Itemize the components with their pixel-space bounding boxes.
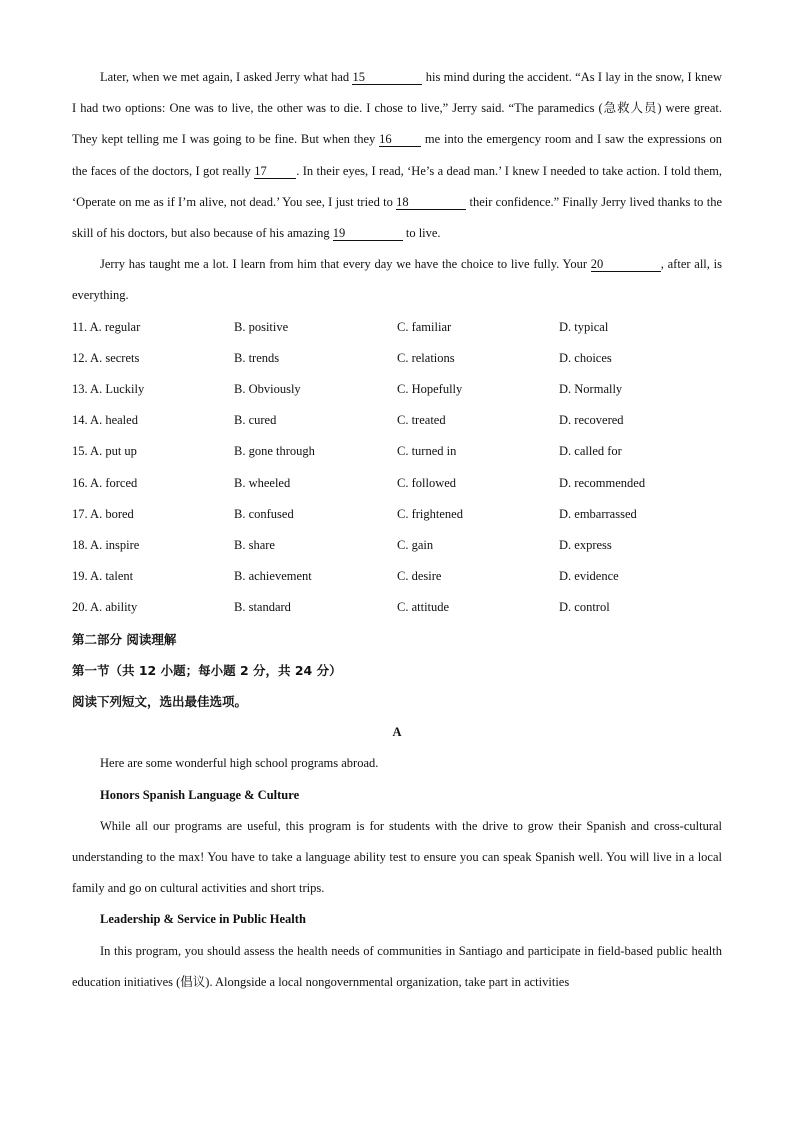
option-c: C. Hopefully (397, 382, 463, 396)
option-b: B. confused (234, 506, 294, 521)
passage-text: his mind during the accident. “As I lay in the snow, I knew I had two options: One was to live, the other was to die. I chose to live,” Jerry said. “The paramedics (急救人员) were great. They kept telling me I was going to be fine. But when they (72, 70, 722, 147)
option-d: D. typical (559, 319, 609, 334)
option-a: 14. A. healed (72, 413, 138, 428)
blank-16: 16 (379, 132, 421, 147)
option-d: D. recommended (559, 475, 646, 490)
blank-20: 20 (591, 257, 661, 272)
passage-text: to live. (402, 226, 441, 241)
option-d: D. express (559, 537, 612, 552)
passage-text: . In their eyes, I read, ‘He’s a dead man.’ I knew I needed to take action. I told them, ‘Operate on me as if I’m alive, not dead.’ You see, I just tried to (72, 163, 722, 209)
option-a: 11. A. regular (72, 319, 141, 334)
option-a: 17. A. bored (72, 506, 134, 521)
blank-15: 15 (352, 70, 422, 85)
option-d: D. recovered (559, 413, 624, 428)
option-c: C. frightened (397, 506, 463, 521)
program-description: In this program, you should assess the health needs of communities in Santiago and participate in field-based public health education initiatives (倡议). Alongside a local nongovernmental organization, take part in activities (72, 943, 722, 989)
options-row-20 (72, 592, 722, 623)
program-description: While all our programs are useful, this program is for students with the drive to grow their Spanish and cross-cultural understanding to the max! You have to take a language ability test to ensure you can speak Spanish well. You will live in a local family and go on cultural activities and short trips. (72, 818, 722, 896)
option-b: B. cured (234, 413, 277, 428)
passage-text: Later, when we met again, I asked Jerry what had (100, 70, 353, 84)
program-title: Honors Spanish Language & Culture (100, 787, 300, 802)
option-a: 15. A. put up (72, 444, 137, 459)
document-page (72, 62, 722, 998)
option-a: 18. A. inspire (72, 537, 140, 552)
options-row-19 (72, 561, 722, 592)
option-b: B. positive (234, 319, 289, 334)
options-row-14 (72, 405, 722, 436)
section-part-heading: 第二部分 阅读理解 (72, 631, 177, 647)
options-row-13 (72, 374, 722, 405)
options-row-18 (72, 530, 722, 561)
option-d: D. control (559, 600, 610, 615)
program-title: Leadership & Service in Public Health (100, 912, 306, 927)
option-d: D. choices (559, 350, 612, 365)
option-a: 20. A. ability (72, 600, 138, 615)
options-row-12 (72, 343, 722, 374)
passage-paragraph-2 (72, 249, 722, 311)
option-d: D. Normally (559, 382, 623, 396)
options-row-17 (72, 499, 722, 530)
option-d: D. embarrassed (559, 506, 637, 521)
blank-19: 19 (333, 226, 403, 241)
passage-text: me into the emergency room and I saw the expressions on the faces of the doctors, I got really (72, 132, 722, 178)
option-c: C. followed (397, 475, 457, 490)
option-b: B. gone through (234, 444, 315, 459)
passage-label: A (392, 725, 402, 740)
option-d: D. evidence (559, 569, 619, 584)
option-a: 16. A. forced (72, 475, 138, 490)
passage-text: Jerry has taught me a lot. I learn from him that every day we have the choice to live fully. Your (100, 257, 591, 272)
option-b: B. trends (234, 350, 280, 365)
passage-paragraph-1 (72, 62, 722, 249)
option-c: C. relations (397, 350, 455, 365)
subsection-heading: 第一节（共 12 小题；每小题 2 分，共 24 分） (72, 662, 342, 678)
option-a: 13. A. Luckily (72, 382, 145, 396)
options-row-11 (72, 312, 722, 343)
option-b: B. share (234, 537, 275, 552)
options-row-15 (72, 436, 722, 467)
option-a: 19. A. talent (72, 569, 134, 584)
option-a: 12. A. secrets (72, 350, 140, 365)
option-b: B. Obviously (234, 382, 301, 396)
options-list (72, 312, 722, 624)
passage-intro: Here are some wonderful high school programs abroad. (100, 756, 379, 771)
blank-17: 17 (254, 164, 296, 179)
option-c: C. treated (397, 413, 446, 428)
option-d: D. called for (559, 444, 622, 459)
passage-text: their confidence.” Finally Jerry lived thanks to the skill of his doctors, but also because of his amazing (72, 194, 723, 241)
option-c: C. attitude (397, 600, 450, 615)
section-instruction: 阅读下列短文，选出最佳选项。 (72, 693, 248, 709)
option-b: B. standard (234, 600, 291, 615)
options-row-16 (72, 468, 722, 499)
option-c: C. desire (397, 569, 442, 584)
option-c: C. familiar (397, 319, 452, 334)
option-b: B. achievement (234, 569, 312, 584)
option-c: C. gain (397, 537, 434, 552)
blank-18: 18 (396, 195, 466, 210)
option-b: B. wheeled (234, 475, 291, 490)
passage-text: , after all, is everything. (72, 257, 722, 303)
option-c: C. turned in (397, 444, 457, 459)
